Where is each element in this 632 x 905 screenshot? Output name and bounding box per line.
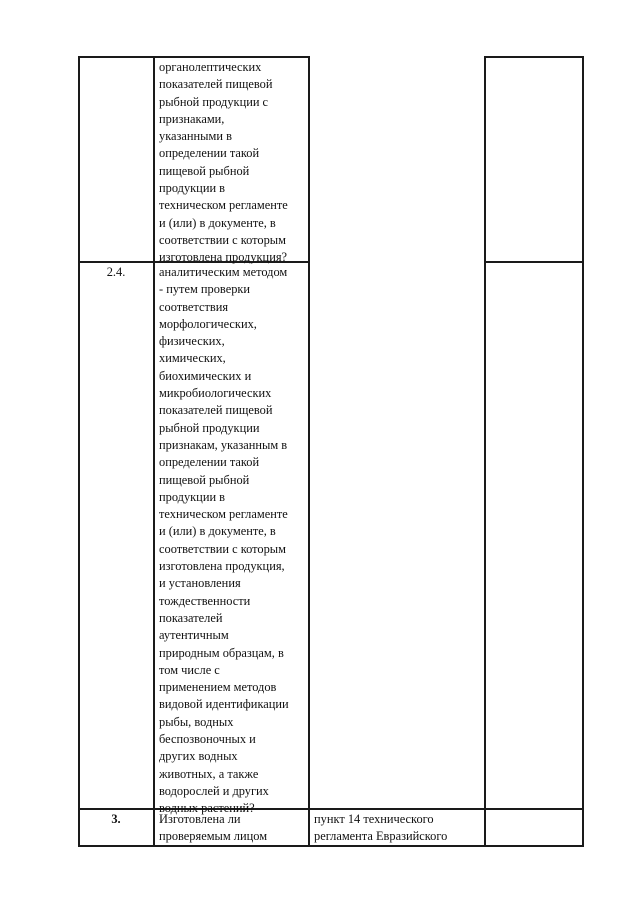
row-2-question: аналитическим методом - путем проверки соответствия морфологических, физических, химических, биохимических и микробиологических показателей пищевой рыбной продукции признакам, указанным в определении такой пищевой рыбной продукции в техническом регламенте и (или) в документе, в соответствии с которым изготовлена продукция, и установления тождественности показателей аутентичным природным образцам, в том числе с применением методов видовой идентификации рыбы, водных беспозвоночных и других водных животных, а также водорослей и других водных растений? xyxy=(159,265,289,816)
table-border-top-right xyxy=(484,56,584,58)
column-divider-question xyxy=(308,56,310,846)
column-divider-number xyxy=(153,56,155,846)
table-border-right xyxy=(582,56,584,846)
table-border-top-left xyxy=(78,56,309,58)
row-1-question: органолептических показателей пищевой рыбной продукции с признаками, указанными в определении такой пищевой рыбной продукции в техническом регламенте и (или) в документе, в соответствии с которым изготовлена продукция? xyxy=(159,60,288,265)
row-2-number: 2.4. xyxy=(106,265,126,279)
table-border-left xyxy=(78,56,80,846)
row-3-question: Изготовлена ли проверяемым лицом xyxy=(159,812,268,844)
row-divider-2-4-answer xyxy=(484,261,584,263)
column-divider-reference xyxy=(484,56,486,846)
row-3-reference: пункт 14 технического регламента Евразийского xyxy=(314,812,448,844)
row-3-number: 3. xyxy=(111,812,121,826)
